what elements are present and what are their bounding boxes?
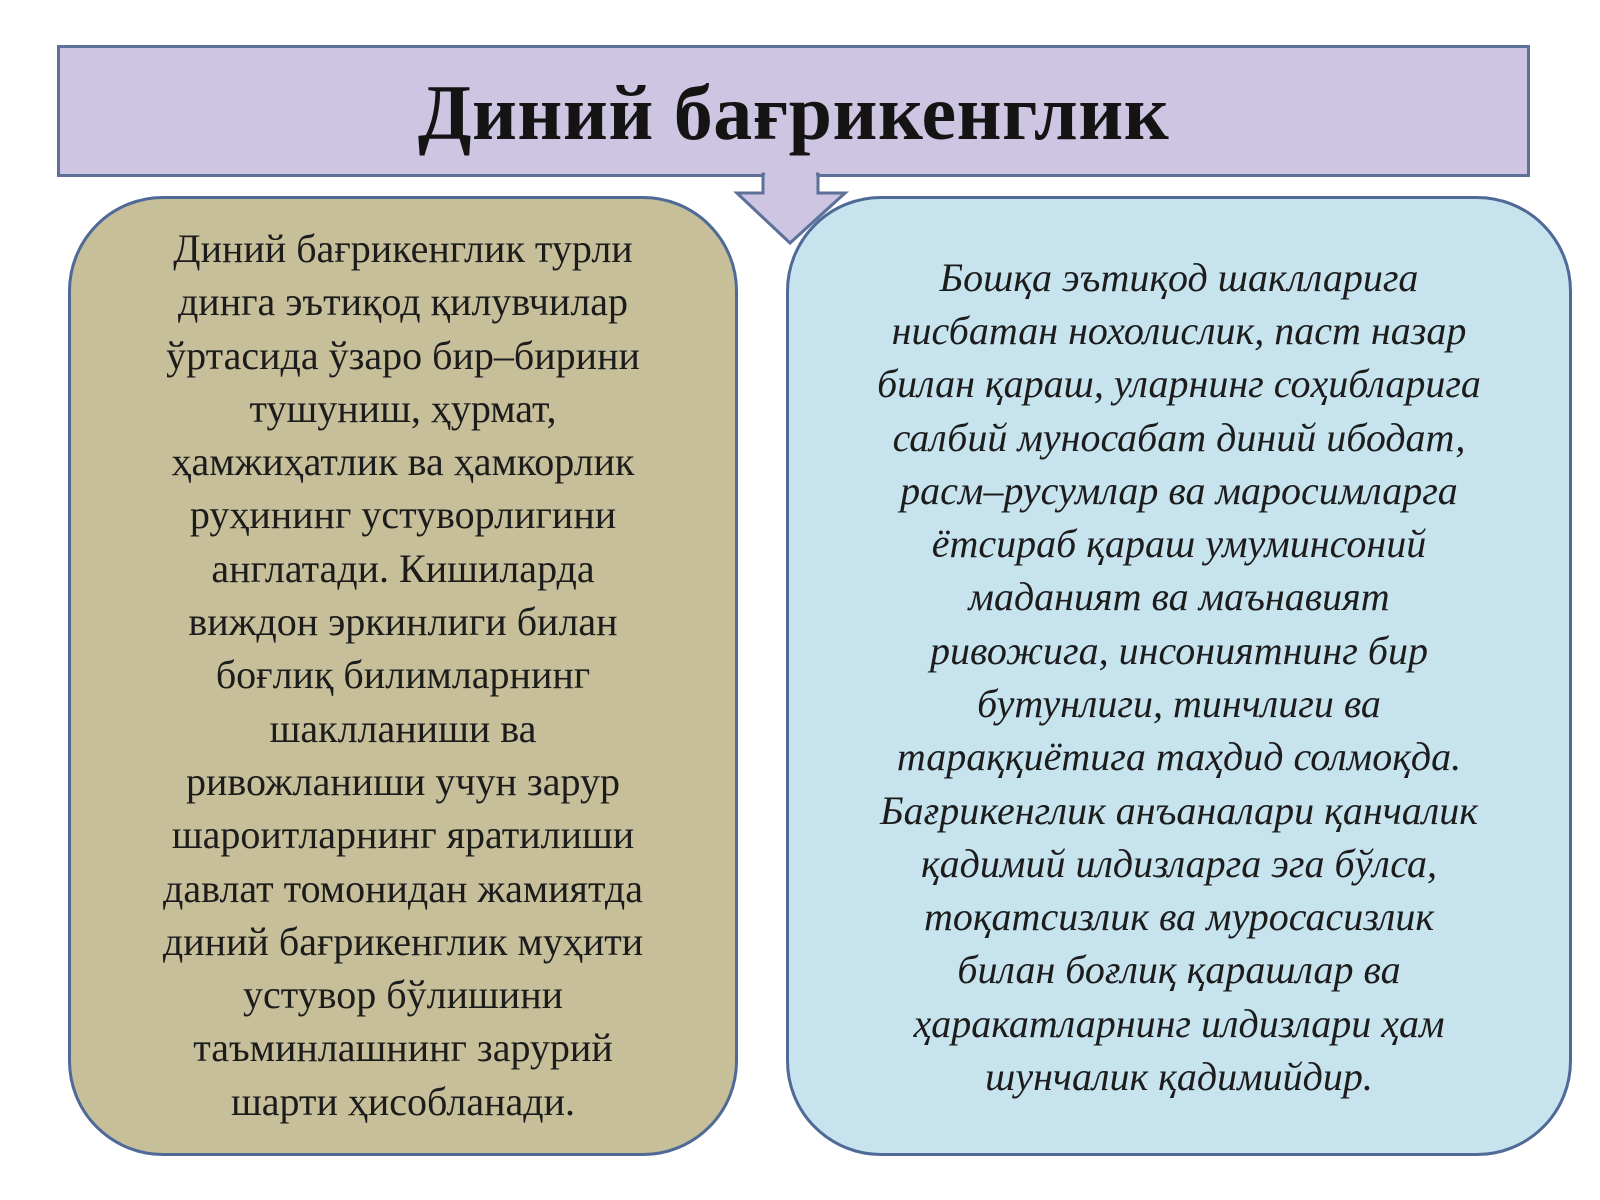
page-title: Диний бағрикенглик: [417, 69, 1170, 156]
title-bar: [57, 45, 1530, 177]
intolerance-box: [786, 196, 1572, 1156]
definition-text: Диний бағрикенглик турли динга эътиқод қилувчилар ўртасида ўзаро бир–бирини тушуниш, ҳурмат, ҳамжиҳатлик ва ҳамкорлик руҳининг устуворлигини англатади. Кишиларда виждон эркинлиги билан боғлиқ билимларнинг шаклланиши ва ривожланиши учун зарур шароитларнинг яратилиши давлат томонидан жамиятда диний бағрикенглик муҳити устувор бўлишини таъминлашнинг зарурий шарти ҳисобланади.: [162, 225, 644, 1124]
intolerance-text: Бошқа эътиқод шаклларига нисбатан нохолислик, паст назар билан қараш, уларнинг соҳибларига салбий муносабат диний ибодат, расм–русумлар ва маросимларга ётсираб қараш умуминсоний маданият ва маънавият ривожига, инсониятнинг бир бутунлиги, тинчлиги ва тараққиётига таҳдид солмоқда. Бағрикенглик анъаналари қанчалик қадимий илдизларга эга бўлса, тоқатсизлик ва муросасизлик билан боғлиқ қарашлар ва ҳаракатларнинг илдизлари ҳам шунчалик қадимийдир.: [877, 254, 1481, 1100]
definition-box: [68, 196, 738, 1156]
